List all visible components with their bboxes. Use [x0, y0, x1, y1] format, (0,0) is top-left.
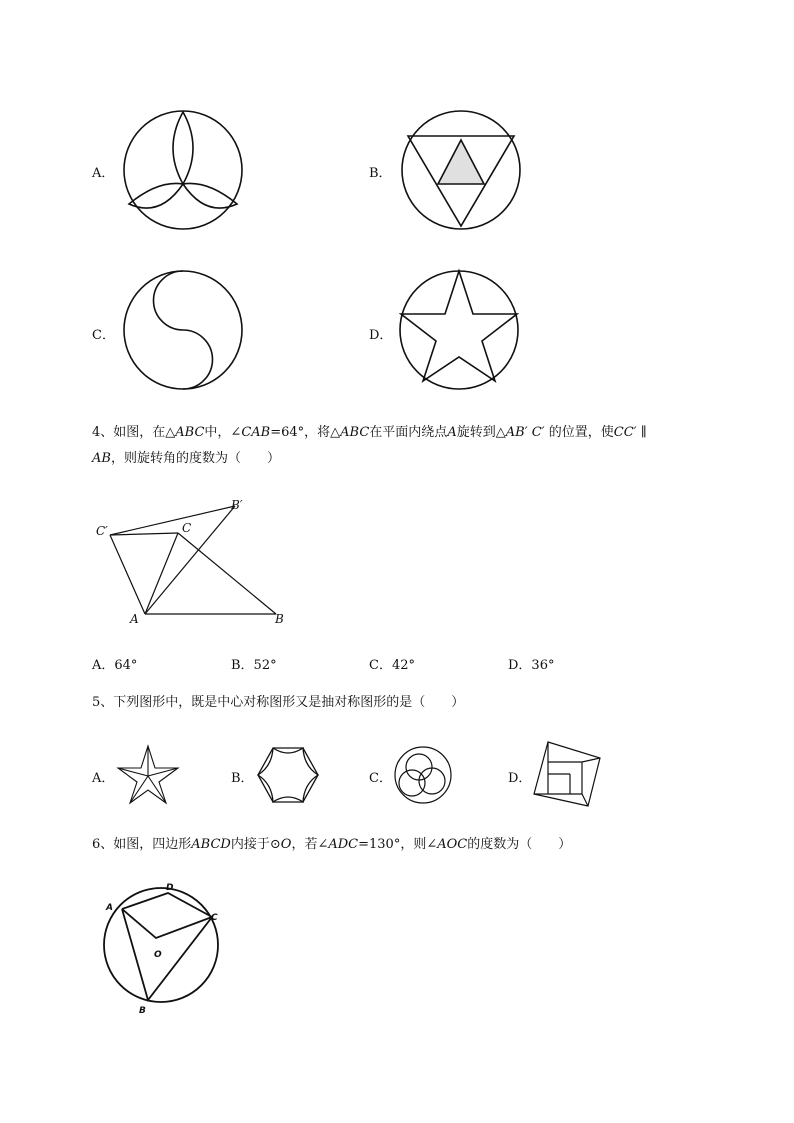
q3-option-c-label: C．	[92, 328, 115, 343]
q3-option-a-label: A．	[92, 166, 115, 181]
q6-label-c: C	[211, 913, 218, 923]
q5-figure-d	[530, 740, 602, 808]
q6-label-a: A	[106, 903, 113, 913]
q5-number: 5、	[92, 695, 114, 710]
q4-rotation-figure	[90, 490, 300, 632]
q5-option-d-label: D．	[508, 771, 532, 786]
q6-number: 6、	[92, 837, 114, 852]
q4-option-c: C．42°	[369, 658, 415, 673]
q5-figure-a	[116, 744, 180, 806]
q4-option-b: B．52°	[231, 658, 277, 673]
q5-figure-c	[394, 746, 454, 806]
q5-option-c-label: C．	[369, 771, 392, 786]
q4-label-cprime: C′	[96, 524, 108, 538]
q4-option-d: D．36°	[508, 658, 555, 673]
q6-label-o: O	[154, 950, 162, 960]
q5-option-b-label: B．	[231, 771, 254, 786]
q3-figure-a	[120, 108, 250, 234]
q6-text: 6、如图，四边形ABCD内接于⊙O，若∠ADC=130°，则∠AOC的度数为（ ）	[92, 837, 572, 852]
q4-label-a: A	[130, 612, 139, 626]
q6-label-d: D	[166, 883, 174, 893]
q4-label-bprime: B′	[231, 498, 243, 512]
q6-label-b: B	[139, 1006, 146, 1016]
q4-text: 4、如图，在△ABC中，∠CAB=64°，将△ABC在平面内绕点A旋转到△AB′ C′ 的位置，使CC′ ∥ AB，则旋转角的度数为（ ）	[92, 425, 647, 466]
q4-label-b: B	[275, 612, 284, 626]
q3-figure-d	[398, 270, 528, 396]
q3-figure-b	[398, 108, 528, 234]
q3-option-b-label: B．	[369, 166, 392, 181]
q6-inscribed-quadrilateral-figure	[98, 876, 228, 1018]
q5-text: 5、下列图形中，既是中心对称图形又是抽对称图形的是（ ）	[92, 695, 465, 710]
q5-option-a-label: A．	[92, 771, 115, 786]
q3-figure-c	[120, 270, 250, 396]
q4-option-a: A．64°	[92, 658, 138, 673]
q4-label-c: C	[182, 521, 192, 535]
q4-number: 4、	[92, 425, 114, 440]
q5-figure-b	[256, 746, 320, 804]
q3-option-d-label: D．	[369, 328, 393, 343]
